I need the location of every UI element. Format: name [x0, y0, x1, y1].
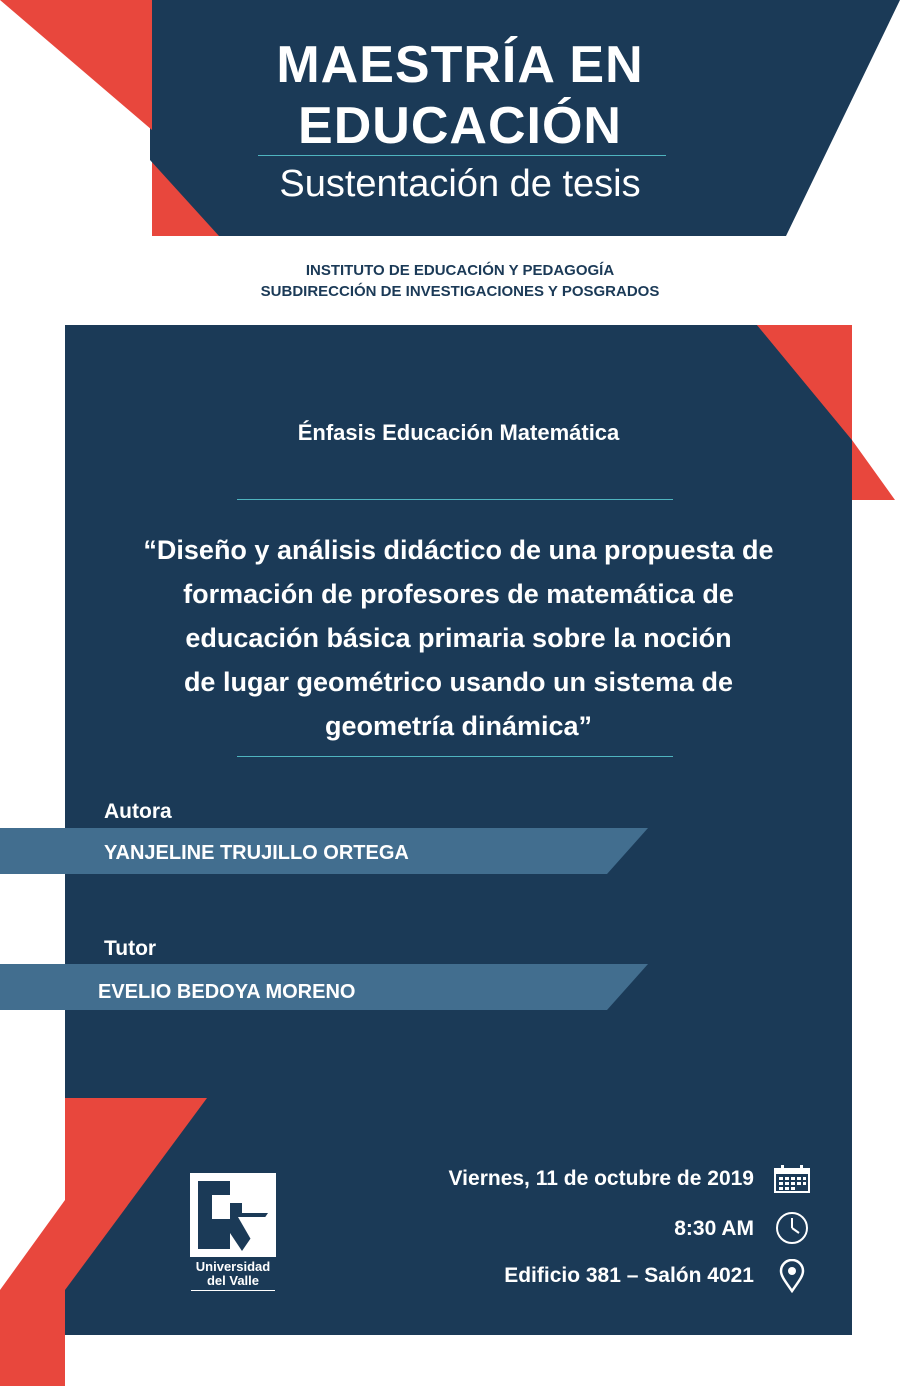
thesis-title-line: geometría dinámica” — [324, 711, 593, 741]
tutor-label: Tutor — [104, 937, 157, 960]
calendar-icon — [773, 1164, 811, 1194]
institute-name: INSTITUTO DE EDUCACIÓN Y PEDAGOGÍA — [305, 262, 615, 279]
title-divider — [258, 155, 666, 156]
university-logo-icon — [190, 1173, 276, 1257]
thesis-title-line: formación de profesores de matemática de — [183, 579, 734, 609]
thesis-divider-top — [237, 499, 673, 500]
clock-icon — [773, 1211, 811, 1245]
program-title-line1: MAESTRÍA EN — [276, 36, 644, 94]
location-pin-icon — [773, 1259, 811, 1293]
logo-underline — [191, 1290, 275, 1291]
logo-university-text: Universidad — [195, 1259, 271, 1274]
event-time: 8:30 AM — [674, 1217, 754, 1240]
author-label: Autora — [104, 800, 172, 823]
event-location: Edificio 381 – Salón 4021 — [504, 1264, 754, 1287]
thesis-divider-bottom — [237, 756, 673, 757]
thesis-title-line: de lugar geométrico usando un sistema de — [183, 667, 734, 697]
event-date: Viernes, 11 de octubre de 2019 — [448, 1167, 754, 1190]
thesis-title-line: educación básica primaria sobre la noción — [185, 623, 732, 653]
thesis-emphasis: Énfasis Educación Matemática — [297, 420, 620, 445]
author-name: YANJELINE TRUJILLO ORTEGA — [104, 842, 409, 864]
program-title-line2: EDUCACIÓN — [298, 97, 622, 155]
subdirectorate-name: SUBDIRECCIÓN DE INVESTIGACIONES Y POSGRADOS — [260, 283, 660, 300]
tutor-name: EVELIO BEDOYA MORENO — [98, 981, 356, 1003]
thesis-title — [80, 528, 837, 748]
thesis-title-line: “Diseño y análisis didáctico de una propuesta de — [143, 535, 774, 565]
logo-del-valle-text: del Valle — [206, 1273, 260, 1288]
event-subtitle: Sustentación de tesis — [279, 163, 641, 205]
